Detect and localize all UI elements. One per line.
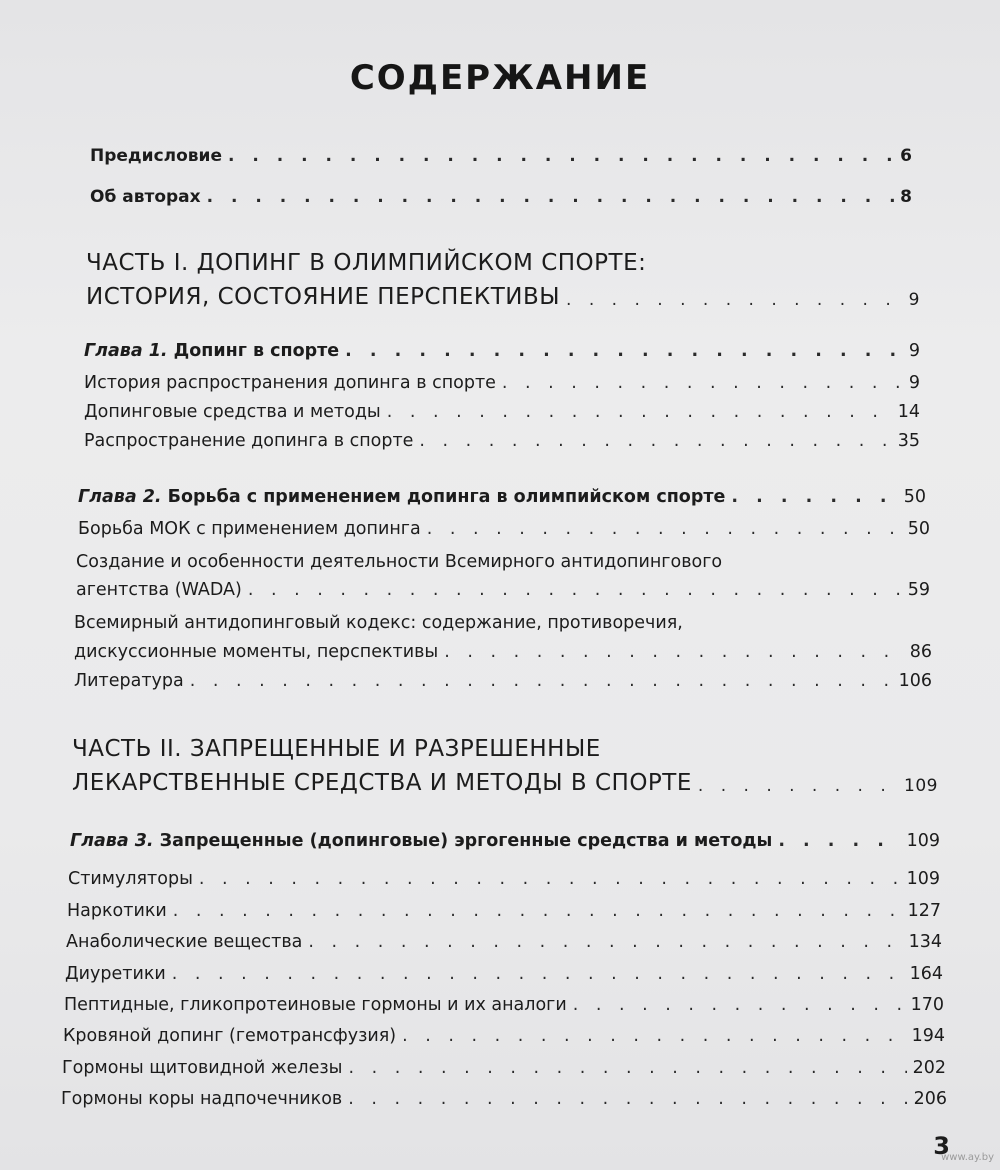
part2-title-line1: ЧАСТЬ II. ЗАПРЕЩЕННЫЕ И РАЗРЕШЕННЫЕ (72, 736, 601, 762)
toc-entry-page: 9 (908, 341, 920, 361)
toc-entry-page: 14 (897, 402, 920, 422)
leader-dots (387, 402, 892, 422)
chapter-prefix: Глава 2. (78, 487, 162, 507)
leader-dots (778, 831, 900, 851)
leader-dots (190, 671, 893, 691)
toc-entry-page: 206 (913, 1089, 947, 1109)
leader-dots (248, 580, 902, 600)
toc-entry-label: агентства (WADA) (76, 580, 242, 600)
leader-dots (573, 995, 905, 1015)
part2-title-line2: ЛЕКАРСТВЕННЫЕ СРЕДСТВА И МЕТОДЫ В СПОРТЕ (72, 770, 692, 796)
toc-entry-page: 50 (903, 487, 926, 507)
part1-title-line2: ИСТОРИЯ, СОСТОЯНИЕ ПЕРСПЕКТИВЫ (86, 284, 561, 310)
toc-entry-section (68, 869, 940, 889)
toc-entry-section (61, 1089, 947, 1109)
toc-entry-page: 9 (908, 290, 920, 310)
leader-dots (228, 146, 894, 166)
toc-entry-preface (90, 146, 912, 166)
leader-dots (348, 1058, 906, 1078)
toc-entry-section (67, 901, 941, 921)
toc-entry-page: 194 (911, 1026, 945, 1046)
toc-entry-section (62, 1058, 946, 1078)
toc-entry-label: Борьба МОК с применением допинга (78, 519, 421, 539)
watermark: www.ay.by (941, 1152, 994, 1163)
toc-entry-section (66, 932, 942, 952)
toc-entry-label: Допинговые средства и методы (84, 402, 381, 422)
toc-entry-label: Распространение допинга в спорте (84, 431, 414, 451)
chapter-prefix: Глава 1. (84, 341, 168, 361)
toc-entry-page: 6 (900, 146, 912, 166)
leader-dots (345, 341, 903, 361)
toc-entry-page: 202 (912, 1058, 946, 1078)
toc-entry-page: 109 (906, 869, 940, 889)
toc-entry-section (84, 373, 920, 393)
toc-entry-page: 109 (906, 831, 940, 851)
toc-entry-label: Наркотики (67, 901, 167, 921)
toc-entry-page: 164 (909, 964, 943, 984)
leader-dots (308, 932, 902, 952)
page-number: 3 (933, 1132, 950, 1160)
leader-dots (566, 290, 903, 310)
toc-entry-label: дискуссионные моменты, перспективы (74, 642, 439, 662)
leader-dots (502, 373, 903, 393)
leader-dots (731, 487, 897, 507)
toc-entry-section (74, 642, 932, 662)
toc-entry-label: Кровяной допинг (гемотрансфузия) (63, 1026, 397, 1046)
page-title: СОДЕРЖАНИЕ (349, 58, 651, 98)
chapter-title: Допинг в спорте (173, 341, 340, 361)
toc-entry-section (78, 519, 930, 539)
toc-entry-chapter1 (84, 341, 920, 361)
toc-entry-page: 170 (910, 995, 944, 1015)
toc-entry-about-authors (90, 187, 912, 207)
toc-section-line1: Всемирный антидопинговый кодекс: содержание, противоречия, (74, 613, 683, 633)
toc-entry-label: Анаболические вещества (66, 932, 303, 952)
toc-entry-label: История распространения допинга в спорте (84, 373, 496, 393)
leader-dots (199, 869, 901, 889)
leader-dots (348, 1089, 907, 1109)
toc-entry-chapter3 (70, 831, 940, 851)
toc-entry-page: 127 (907, 901, 941, 921)
toc-entry-page: 106 (898, 671, 932, 691)
toc-entry-section (65, 964, 943, 984)
toc-entry-label: Стимуляторы (68, 869, 193, 889)
chapter-prefix: Глава 3. (70, 831, 154, 851)
toc-entry-section (74, 671, 932, 691)
leader-dots (698, 776, 898, 796)
toc-entry-page: 9 (908, 373, 920, 393)
toc-entry-label: Диуретики (65, 964, 166, 984)
chapter-title: Борьба с применением допинга в олимпийском спорте (167, 487, 726, 507)
toc-entry-section (84, 402, 920, 422)
leader-dots (419, 431, 891, 451)
toc-entry-page: 50 (907, 519, 930, 539)
leader-dots (427, 519, 902, 539)
toc-entry-chapter2 (78, 487, 926, 507)
toc-entry-section (76, 580, 930, 600)
toc-entry-page: 109 (904, 776, 938, 796)
toc-section-line1: Создание и особенности деятельности Всемирного антидопингового (76, 552, 723, 572)
toc-entry-page: 59 (907, 580, 930, 600)
toc-entry-page: 134 (908, 932, 942, 952)
toc-entry-label: Гормоны щитовидной железы (62, 1058, 343, 1078)
toc-entry-label: Литература (74, 671, 184, 691)
leader-dots (444, 642, 903, 662)
toc-entry-page: 86 (909, 642, 932, 662)
toc-entry-label: Гормоны коры надпочечников (61, 1089, 343, 1109)
chapter-title: Запрещенные (допинговые) эргогенные средства и методы (159, 831, 773, 851)
toc-entry-label: Пептидные, гликопротеиновые гормоны и их аналоги (64, 995, 567, 1015)
toc-entry-section (63, 1026, 945, 1046)
toc-entry-part1 (86, 284, 920, 310)
leader-dots (207, 187, 895, 207)
leader-dots (172, 964, 904, 984)
toc-entry-label: Предисловие (90, 146, 222, 166)
leader-dots (402, 1026, 905, 1046)
toc-entry-section (64, 995, 944, 1015)
toc-entry-part2 (72, 770, 938, 796)
part1-title-line1: ЧАСТЬ I. ДОПИНГ В ОЛИМПИЙСКОМ СПОРТЕ: (86, 250, 647, 276)
leader-dots (173, 901, 902, 921)
toc-entry-page: 35 (897, 431, 920, 451)
toc-entry-section (84, 431, 920, 451)
toc-entry-page: 8 (900, 187, 912, 207)
toc-entry-label: Об авторах (90, 187, 201, 207)
